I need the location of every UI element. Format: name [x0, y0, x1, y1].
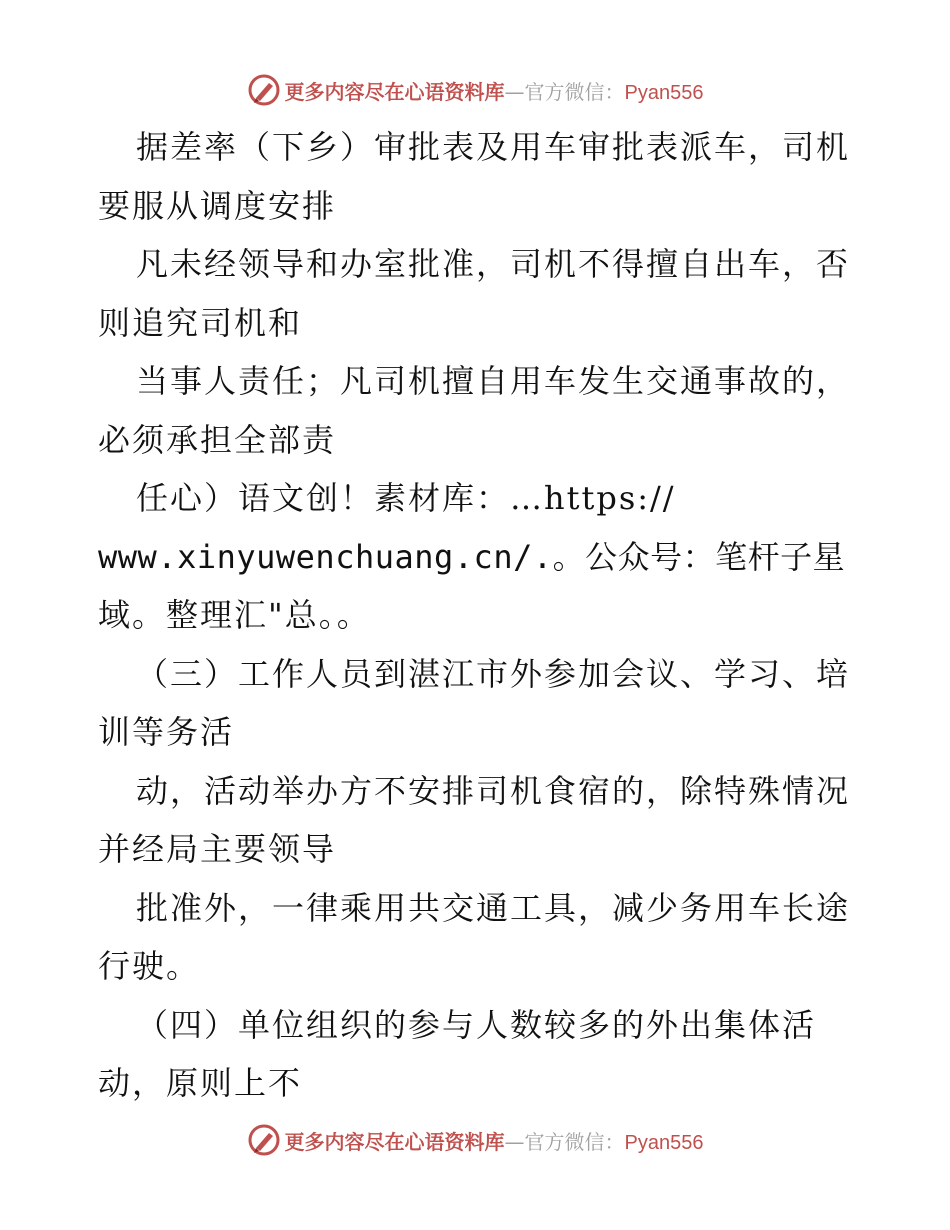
pen-logo-icon: [247, 73, 281, 107]
text-line: 要服从调度安排: [98, 186, 337, 225]
text-line: 并经局主要领导: [98, 830, 337, 868]
text-line: 当事人责任；凡司机擅自用车发生交通事故的，: [136, 362, 851, 400]
banner-separator: —: [504, 79, 525, 104]
banner-text: [285, 1126, 704, 1155]
text-line: 批准外，一律乘用共交通工具，减少务用车长途: [136, 888, 851, 927]
text-line: 任心）语文创！素材库：…https://: [136, 479, 676, 517]
banner-text: [285, 76, 704, 105]
text-line: 域。整理汇"总。。: [98, 596, 371, 634]
banner-subtitle: 官方微信：: [524, 1129, 625, 1154]
banner-wechat-id: Pyan556: [624, 81, 704, 104]
text-line: （三）工作人员到湛江市外参加会议、学习、培: [136, 654, 851, 693]
banner-title: 更多内容尽在心语资料库: [284, 79, 505, 104]
url-line: www.xinyuwenchuang.cn/.。公众号：笔杆子星: [98, 537, 846, 576]
text-line: 动，原则上不: [98, 1064, 303, 1102]
text-line: （四）单位组织的参与人数较多的外出集体活: [136, 1005, 817, 1044]
header-banner: [0, 70, 950, 110]
banner-wechat-id: Pyan556: [624, 1131, 704, 1154]
text-line: 行驶。: [98, 947, 201, 985]
text-line: 动，活动举办方不安排司机食宿的，除特殊情况: [136, 771, 851, 810]
banner-subtitle: 官方微信：: [524, 79, 625, 104]
text-line: 凡未经领导和办室批准，司机不得擅自出车，否: [136, 245, 851, 283]
text-line: 必须承担全部责: [98, 420, 337, 459]
banner-title: 更多内容尽在心语资料库: [284, 1129, 505, 1154]
pen-logo-icon: [247, 1123, 281, 1157]
text-line: 据差率（下乡）审批表及用车审批表派车，司机: [136, 128, 851, 166]
footer-banner: [0, 1120, 950, 1160]
banner-separator: —: [504, 1129, 525, 1154]
text-line: 则追究司机和: [98, 303, 303, 342]
document-body: [98, 118, 858, 1113]
text-line: 训等务活: [98, 713, 235, 751]
